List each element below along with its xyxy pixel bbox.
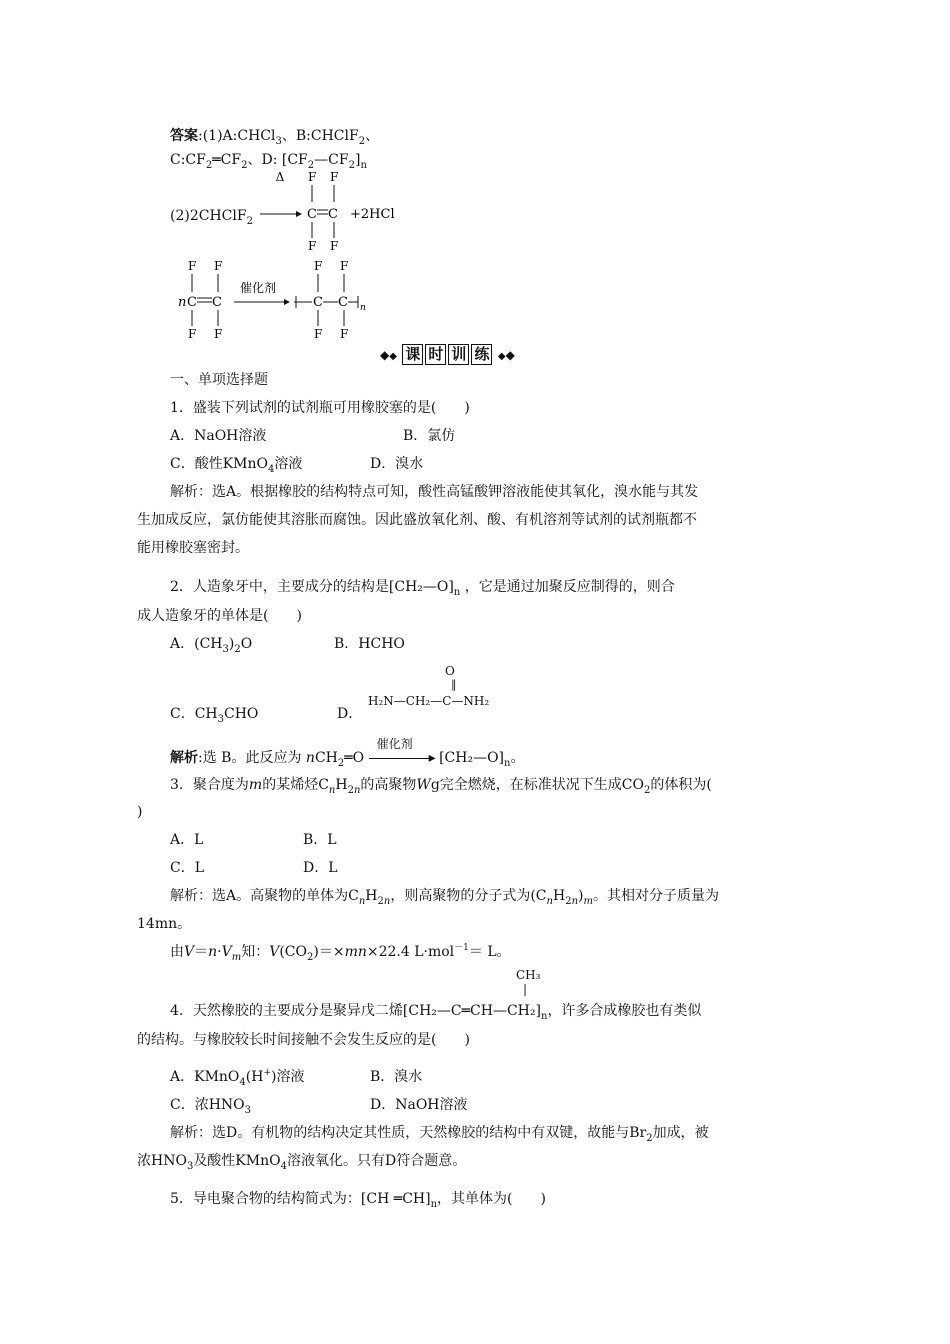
polymer-bracket-open: [ [360, 1191, 367, 1207]
answer-label: 答案 [170, 128, 198, 144]
svg-text:C: C [212, 295, 222, 310]
reaction-2-structure [258, 168, 408, 252]
q2-d-double-bond: ‖ [451, 678, 457, 691]
diamond-icon: ◆ [380, 348, 390, 362]
q1-option-d: D．溴水 [370, 456, 424, 472]
section-title: ◆◆ 课 时 训 练 ◆◆ [380, 345, 515, 363]
q3-stem-2: ) [137, 804, 143, 820]
q4-ch3: CH₃ [516, 968, 541, 982]
q4-explanation-1: 解析：选D。有机物的结构决定其性质，天然橡胶的结构中有双键，故能与$Br_2$加成，被 [170, 1125, 709, 1144]
svg-text:F: F [340, 259, 349, 273]
svg-text:n: n [360, 303, 366, 313]
q3-stem: 3．聚合度为m的某烯烃$C_nH_{2n}$的高聚物Wg完全燃烧，在标准状况下生成$CO_2$的体积为( [170, 777, 712, 796]
svg-text:F: F [188, 327, 197, 341]
q1-option-c: C．酸性KMnO$_4$溶液 [170, 456, 303, 475]
diamond-icon: ◆ [505, 348, 515, 362]
polymer-bracket-close: ] [535, 1003, 541, 1019]
answer-line-1: 答案:(1)A:CHCl$_3$、B:CHClF$_2$、 [170, 128, 380, 147]
q4-option-c: C．浓$HNO_3$ [170, 1097, 252, 1116]
svg-text:催化剂: 催化剂 [240, 281, 277, 295]
q2-explanation: 解析:选 B。此反应为 nCH$_2$═O 催化剂 ▸ $[CH_2—O]_n$。 [170, 737, 525, 769]
q3-explanation-2: 14mn。 [137, 916, 192, 932]
q2-catalyst-arrow: 催化剂 ▸ [369, 748, 435, 768]
q1-stem: 1．盛装下列试剂的试剂瓶可用橡胶塞的是( ) [170, 400, 470, 416]
svg-text:F: F [188, 259, 197, 273]
reaction-2-lhs: (2)2CHClF$_2$ [170, 208, 253, 227]
svg-text:n: n [178, 295, 187, 310]
svg-text:C: C [328, 207, 338, 222]
svg-text:C: C [313, 295, 323, 310]
q4-option-a: A．KMnO$_4$(H+)溶液 [170, 1068, 305, 1088]
polymer-bracket-open: [ [388, 579, 395, 595]
polymer-bracket-close: ] [425, 1191, 431, 1207]
q4-option-d: D．NaOH溶液 [370, 1097, 468, 1113]
svg-text:F: F [314, 327, 323, 341]
q4-option-b: B．溴水 [370, 1069, 423, 1085]
polymer-bracket-open: [ [281, 152, 288, 168]
q2-option-a: A．$(CH_3)_2O$ [170, 636, 253, 655]
q4-ch3-bond: | [523, 982, 528, 996]
diamond-small-icon: ◆ [389, 351, 397, 362]
q1-option-b: B．氯仿 [403, 428, 456, 444]
q3-explanation-3: 由$V=n\cdot V_m$知：$V(CO_2)=\times mn\times 22.4$ L·mol$^{-1}$＝ L。 [170, 943, 511, 963]
section-heading: 一、单项选择题 [170, 372, 268, 388]
q3-option-d: D．L [303, 860, 338, 876]
svg-text:F: F [340, 327, 349, 341]
q1-option-a: A．NaOH溶液 [170, 428, 267, 444]
svg-text:F: F [214, 259, 223, 273]
svg-text:+2HCl: +2HCl [350, 207, 395, 222]
q3-option-c: C．L [170, 860, 205, 876]
svg-text:F: F [314, 259, 323, 273]
q4-explanation-2: 浓$HNO_3$及酸性KMnO$_4$溶液氧化。只有D符合题意。 [137, 1153, 467, 1172]
svg-text:F: F [308, 239, 317, 252]
q2-d-oxygen: O [445, 664, 455, 678]
polymer-bracket-open: [ [439, 750, 445, 766]
q5-stem: 5．导电聚合物的结构简式为：[CH $═CH]_n$，其单体为( ) [170, 1191, 546, 1210]
q3-option-a: A．L [170, 832, 204, 848]
svg-text:C: C [338, 295, 348, 310]
polymer-bracket-close: ] [498, 750, 505, 766]
q1-explanation-3: 能用橡胶塞密封。 [137, 540, 249, 556]
polymer-bracket-close: ] [354, 152, 361, 168]
q2-option-d: D． [337, 706, 363, 722]
polymerization-structure [174, 256, 374, 342]
svg-text:F: F [214, 327, 223, 341]
polymer-bracket-open: [ [402, 1003, 409, 1019]
svg-text:F: F [308, 170, 317, 184]
svg-text:C: C [187, 295, 197, 310]
q2-stem: 2．人造象牙中，主要成分的结构是$[CH_2—O]_n$ ，它是通过加聚反应制得的，则合 [170, 579, 675, 598]
q4-stem: 4．天然橡胶的主要成分是聚异戊二烯$[CH_2—C═CH—CH_2]_n$，许多合成橡胶也有类似 [170, 1003, 702, 1022]
q2-option-b: B．HCHO [334, 636, 405, 652]
q1-explanation-1: 解析：选A。根据橡胶的结构特点可知，酸性高锰酸钾溶液能使其氧化，溴水能与其发 [170, 484, 699, 500]
q3-explanation-1: 解析：选A。高聚物的单体为$C_nH_{2n}$，则高聚物的分子式为$(C_nH_{2n})_m$。其相对分子质量为 [170, 888, 719, 907]
answer-line-2: $C:CF_2═CF_2$、D: $[CF_2—CF_2]_n$ [170, 152, 367, 171]
q4-stem-2: 的结构。与橡胶较长时间接触不会发生反应的是( ) [137, 1032, 470, 1048]
q3-option-b: B．L [303, 832, 337, 848]
svg-text:F: F [330, 170, 339, 184]
svg-text:C: C [307, 207, 317, 222]
delta-sign: Δ [275, 170, 285, 184]
q1-explanation-2: 生加成反应，氯仿能使其溶胀而腐蚀。因此盛放氧化剂、酸、有机溶剂等试剂的试剂瓶都不 [137, 512, 697, 528]
q2-d-structure: H₂N—CH₂—C—NH₂ [368, 694, 490, 708]
diamond-small-icon: ◆ [497, 351, 506, 362]
q2-stem-2: 成人造象牙的单体是( ) [137, 608, 302, 624]
svg-text:F: F [330, 239, 339, 252]
q2-option-c: C．$CH_3CHO$ [170, 706, 259, 725]
polymer-bracket-close: ] [448, 579, 454, 595]
